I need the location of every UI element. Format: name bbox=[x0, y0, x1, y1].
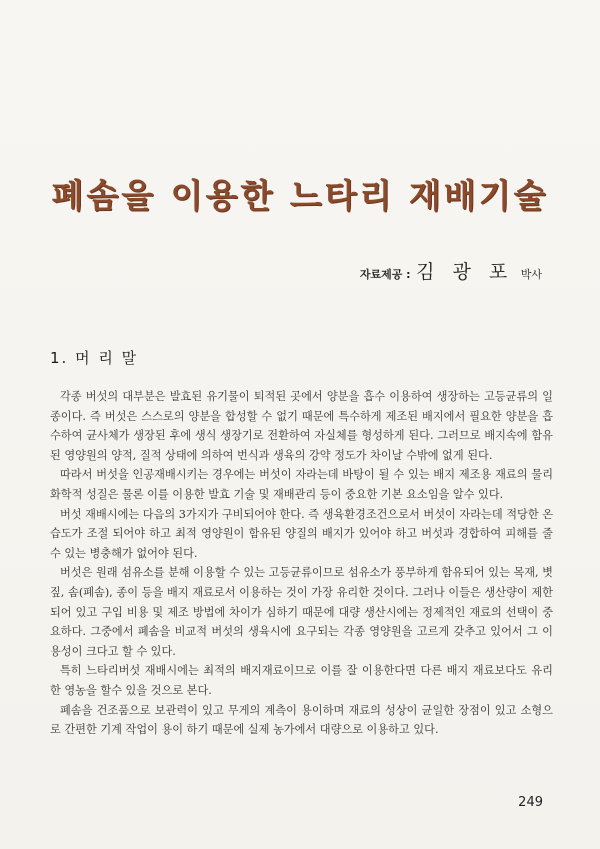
paragraph: 따라서 버섯을 인공재배시키는 경우에는 버섯이 자라는데 바탕이 될 수 있는 배지 제조용 재료의 물리화학적 성질은 물론 이를 이용한 발효 기술 및 재배관리 등이 중요한 기본 요소임을 알수 있다. bbox=[50, 468, 553, 501]
article-title: 폐솜을 이용한 느타리 재배기술 bbox=[51, 176, 549, 216]
body-text bbox=[50, 387, 553, 740]
section-heading: 1. 머 리 말 bbox=[50, 349, 139, 367]
paragraph: 특히 느타리버섯 재배시에는 최적의 배지재료이므로 이를 잘 이용한다면 다른 배지 재료보다도 유리한 영농을 할수 있을 것으로 본다. bbox=[50, 664, 553, 697]
paragraph: 버섯은 원래 섬유소를 분해 이용할 수 있는 고등균류이므로 섬유소가 풍부하게 함유되어 있는 목재, 볏짚, 솜(폐솜), 종이 등을 배지 재료로서 이용하는 것이 가장 유리한 것이다. 그러나 이들은 생산량이 제한되어 있고 구입 비용 및 제조 방법에 차이가 심하기 때문에 대량 생산시에는 정제적인 재료의 선택이 중요하다. 그중에서 폐솜을 비교적 버섯의 생육시에 요구되는 각종 영양원을 고르게 갖추고 있어서 그 이용성이 크다고 할 수 있다. bbox=[50, 566, 553, 658]
author-title: 박사 bbox=[520, 268, 542, 281]
byline-label: 자료제공 : bbox=[359, 268, 411, 281]
byline bbox=[360, 257, 542, 284]
paragraph: 버섯 재배시에는 다음의 3가지가 구비되어야 한다. 즉 생육환경조건으로서 버섯이 자라는데 적당한 온습도가 조절 되어야 하고 최적 영양원이 함유된 양질의 배지가 있어야 하고 버섯과 경합하여 피해를 줄수 있는 병충해가 없어야 된다. bbox=[50, 507, 553, 560]
author-name: 김 광 포 bbox=[416, 261, 514, 283]
paragraph: 각종 버섯의 대부분은 발효된 유기물이 퇴적된 곳에서 양분을 흡수 이용하여 생장하는 고등균류의 일종이다. 즉 버섯은 스스로의 양분을 합성할 수 없기 때문에 특수하게 제조된 배지에서 필요한 양분을 흡수하여 균사체가 생장된 후에 생식 생장기로 전환하여 자실체를 형성하게 된다. 그러므로 배지속에 함유된 영양원의 양적, 질적 상태에 의하여 번식과 생육의 강약 정도가 차이날 수밖에 없게 된다. bbox=[50, 390, 553, 462]
paragraph: 폐솜을 건조품으로 보관력이 있고 무게의 계측이 용이하며 재료의 성상이 균일한 장점이 있고 소형으로 간편한 기계 작업이 용이 하기 때문에 실제 농가에서 대량으로 이용하고 있다. bbox=[50, 703, 553, 737]
page-number: 249 bbox=[518, 795, 543, 810]
